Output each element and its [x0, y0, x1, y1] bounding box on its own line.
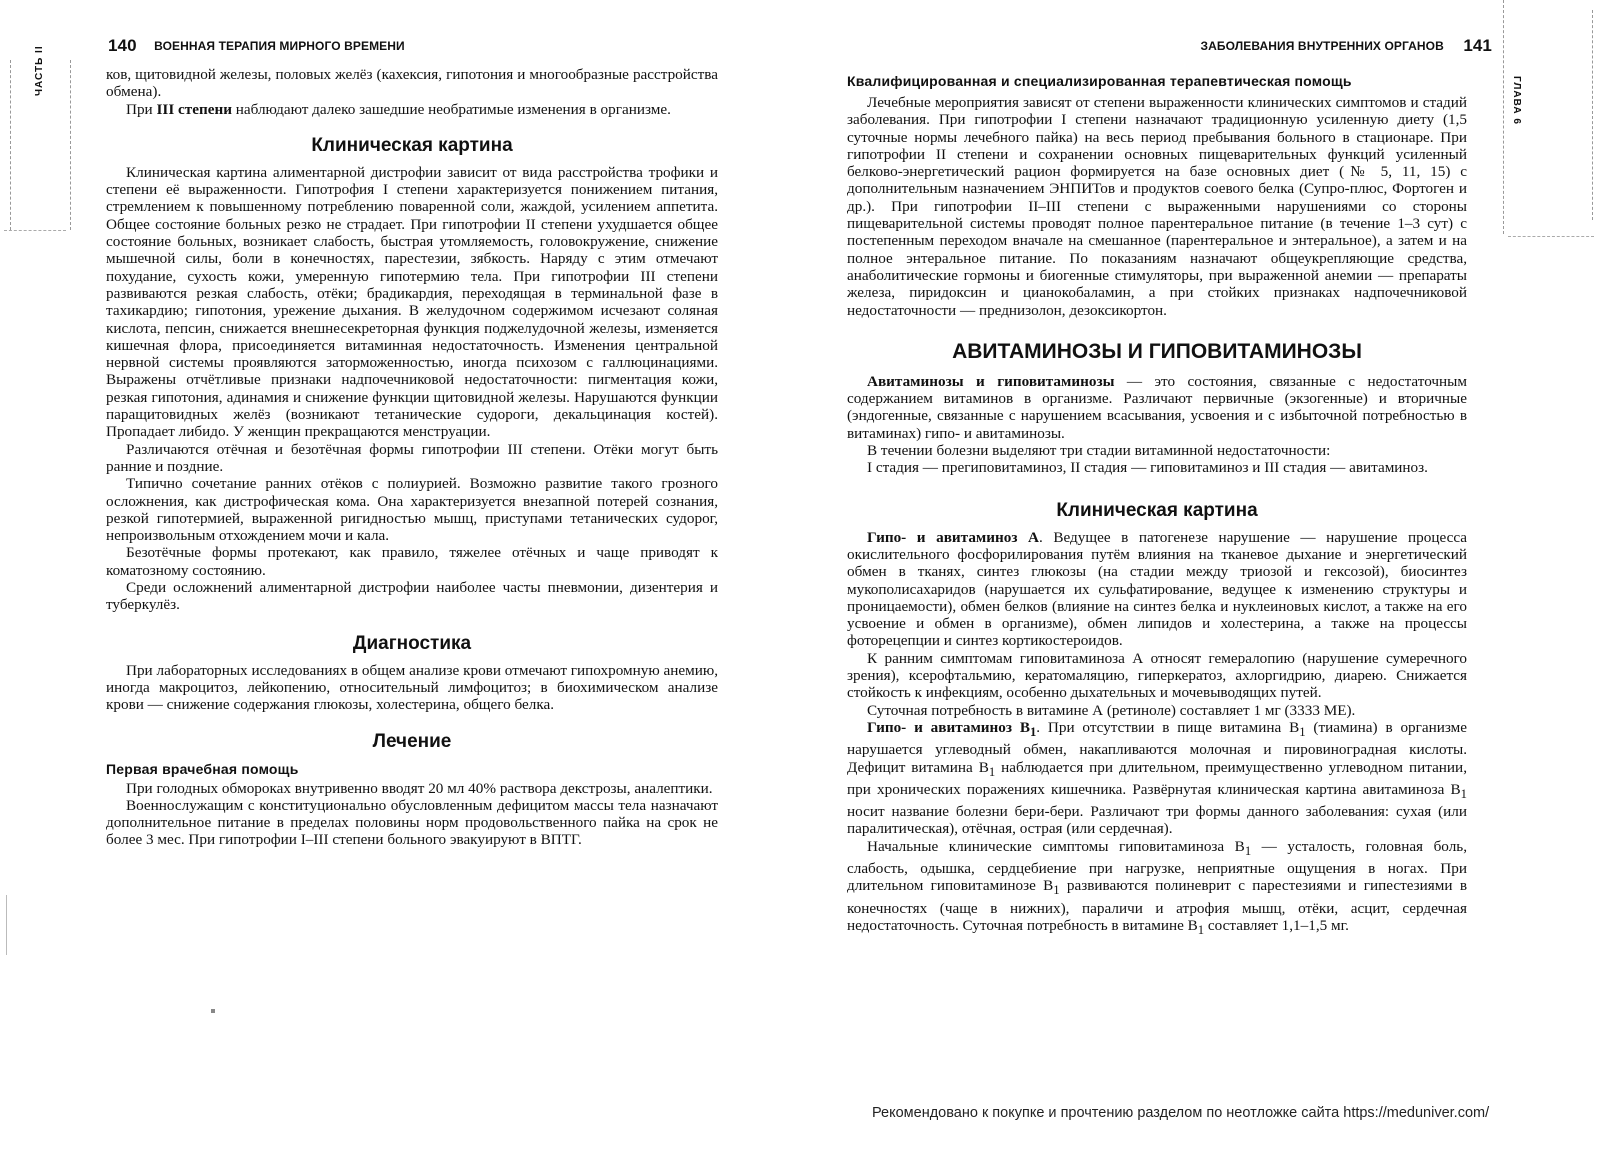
left-side-label: ЧАСТЬ II: [34, 45, 45, 96]
bold-term: Авитаминозы и гиповитаминозы: [867, 372, 1115, 390]
right-running-title: ЗАБОЛЕВАНИЯ ВНУТРЕННИХ ОРГАНОВ: [1200, 39, 1444, 53]
paragraph: Безотёчные формы протекают, как правило, тяжелее отёчных и чаще приводят к коматозному состоянию.: [106, 544, 718, 579]
paragraph: При III степени наблюдают далеко зашедшие необратимые изменения в организме.: [126, 100, 671, 118]
left-margin-tick: [4, 230, 66, 231]
section-heading-diagnostics: Диагностика: [352, 632, 472, 654]
section-heading-avitaminoses: АВИТАМИНОЗЫ И ГИПОВИТАМИНОЗЫ: [952, 339, 1362, 363]
footer-recommendation: Рекомендовано к покупке и прочтению разделом по неотложке сайта https://meduniver.com/: [872, 1105, 1490, 1121]
paragraph: Авитаминозы и гиповитаминозы — это состояния, связанные с недостаточным содержанием витаминов в организме. Различают первичные (экзогенные) и вторичные (эндогенные, связанные с нарушением всасывания, усвоения и с избыточной потребностью в витаминах) гипо- и авитаминозы.: [847, 372, 1467, 442]
subheading-first-aid: Первая врачебная помощь: [106, 760, 299, 777]
right-page-number: 141: [1463, 36, 1492, 55]
left-margin-rule-inner: [70, 60, 71, 230]
paragraph: Типично сочетание ранних отёков с полиурией. Возможно развитие такого грозного осложнения, как дистрофическая кома. Она характеризуется внезапной потерей сознания, резкой гипотермией, выраженной ригидностью мышц, приступами тетанических судорог, непроизвольным отхождением мочи и кала.: [106, 475, 718, 545]
section-heading-clinical: Клиническая картина: [1056, 499, 1258, 521]
left-running-head: [108, 36, 405, 56]
bold-term: Гипо- и авитаминоз $B_1$: [867, 718, 1037, 739]
left-page-number: 140: [108, 36, 137, 55]
paragraph: При лабораторных исследованиях в общем анализе крови отмечают гипохромную анемию, иногда макроцитоз, лейкопению, относительный лимфоцитоз; в биохимическом анализе крови — снижение содержания глюкозы, холестерина, общего белка.: [106, 661, 718, 714]
paragraph: Гипо- и авитаминоз А. Ведущее в патогенезе нарушение — нарушение процесса окислительного фосфорилирования путём влияния на тканевое дыхание и энергетический обмен в тканях, синтез глюкозы (на стадии между триозой и гексозой), биосинтез мукополисахаридов (нарушается их сульфатирование, ведущее к изменению структуры и проницаемости), обмен белков (влияние на синтез белка и нуклеиновых кислот, а также на его усвоение и обмен в организме), обмен липидов и холестерина, а также на процессы фоторецепции и синтез кортикостероидов.: [847, 528, 1467, 650]
paragraph: Начальные клинические симптомы гиповитаминоза $B_1$ — усталость, головная боль, слабость, одышка, сердцебиение при нагрузке, неприятные ощущения в ногах. При длительном гиповитаминозе $B_1$ развиваются полиневрит с парестезиями и гипестезиями в конечностях (чаще в нижних), параличи и атрофия мышц, отёки, асцит, сердечная недостаточность. Суточная потребность в витамине $B_1$ составляет 1,1–1,5 мг.: [847, 837, 1467, 938]
right-margin-rule-outer: [1592, 10, 1593, 220]
paragraph: Гипо- и авитаминоз $B_1$. При отсутствии в пище витамина $B_1$ (тиамина) в организме нарушается углеводный обмен, накапливаются молочная и пировиноградная кислоты. Дефицит витамина $B_1$ наблюдается при длительном, преимущественно углеводном питании, при хронических поражениях кишечника. Развёрнутая клиническая картина авитаминоза $B_1$ носит название болезни бери-бери. Различают три формы данного заболевания: сухая (или паралитическая), отёчная, острая (или сердечная).: [847, 718, 1467, 838]
paragraph: Клиническая картина алиментарной дистрофии зависит от вида расстройства трофики и степени её выраженности. Гипотрофия I степени характеризуется понижением питания, стремлением к повышенному потреблению поваренной соли, жаждой, усилением аппетита. Общее состояние больных резко не страдает. При гипотрофии II степени ухудшается общее состояние больных, возникает слабость, быстрая утомляемость, головокружение, снижение мышечной силы, боли в конечностях, парестезии, зябкость. Наряду с этим отмечают похудание, сухость кожи, умеренную гипотермию тела. При гипотрофии III степени развиваются резкая слабость, отёки; брадикардия, переходящая в терминальной фазе в тахикардию; гипотония, урежение дыхания. В желудочном содержимом исчезают соляная кислота, пепсин, снижается внешнесекреторная функция поджелудочной железы, изменяется кишечная флора, присоединяется витаминная недостаточность. Изменения центральной нервной системы проявляются заторможенностью, иногда психозом с галлюцинациями. Выражены отчётливые признаки надпочечниковой недостаточности: пигментация кожи, резкая гипотония, адинамия и снижение функции щитовидной железы. Нарушаются функции паращитовидных желёз (возникают тетанические судороги, декальцинация костей). Пропадает либидо. У женщин прекращаются менструации.: [106, 163, 718, 441]
paragraph: Различаются отёчная и безотёчная формы гипотрофии III степени. Отёки могут быть ранние и поздние.: [106, 440, 718, 475]
paragraph: ков, щитовидной железы, половых желёз (кахексия, гипотония и многообразные расстройства обмена).: [106, 66, 718, 101]
paragraph: К ранним симптомам гиповитаминоза А относят гемералопию (нарушение сумеречного зрения), ксерофтальмию, кератомаляцию, гиперкератоз, ахлоргидрию, диарею. Снижается стойкость к инфекциям, особенно дыхательных и мочевыводящих путей.: [847, 649, 1467, 702]
bold-term: Гипо- и авитаминоз А: [867, 528, 1040, 546]
subheading-qualified-care: Квалифицированная и специализированная терапевтическая помощь: [847, 73, 1352, 89]
right-text-column: [847, 72, 1467, 939]
paragraph: Военнослужащим с конституционально обусловленным дефицитом массы тела назначают дополнительное питание в пределах половины норм продовольственного пайка на срок не более 3 мес. При гипотрофии I–III степени больного эвакуируют в ВПТГ.: [106, 796, 718, 849]
right-side-label: ГЛАВА 6: [1511, 76, 1522, 125]
section-heading-treatment: Лечение: [372, 730, 452, 752]
left-margin-rule: [10, 60, 11, 230]
bold-term: III степени: [156, 100, 232, 118]
paragraph: Лечебные мероприятия зависят от степени выраженности клинических симптомов и стадий заболевания. При гипотрофии I степени назначают традиционную усиленную диету (1,5 суточные нормы лечебного пайка) на весь период пребывания больного в стационаре. При гипотрофии II степени и сохранении основных пищеварительных функций усиленный белково-энергетический рацион формируется на базе основных диет (№ 5, 11, 15) с дополнительным назначением ЭНПИТов и продуктов соевого белка (Супро-плюс, Фортоген и др.). При гипотрофии II–III степени с выраженными нарушениями со стороны пищеварительной системы проводят полное парентеральное питание (в течение 1–3 сут) с постепенным переходом вначале на смешанное (парентеральное и энтеральное), а затем и на полное энтеральное питание. По показаниям назначают общеукрепляющие средства, анаболитические гормоны и биогенные стимуляторы, при выраженной анемии — препараты железа, пиридоксин и цианокобаламин, а при стойких признаках надпочечниковой недостаточности — преднизолон, дезоксикортон.: [847, 94, 1467, 319]
left-running-title: ВОЕННАЯ ТЕРАПИЯ МИРНОГО ВРЕМЕНИ: [154, 39, 405, 53]
paragraph: Суточная потребность в витамине А (ретиноле) составляет 1 мг (3333 МЕ).: [867, 701, 1356, 719]
paragraph: При голодных обмороках внутривенно вводят 20 мл 40% раствора декстрозы, аналептики.: [126, 779, 713, 797]
paragraph: Среди осложнений алиментарной дистрофии наиболее часты пневмонии, дизентерия и туберкулёз.: [106, 579, 718, 614]
left-margin-rule-low: [6, 895, 7, 955]
right-margin-rule: [1503, 0, 1504, 234]
section-heading-clinical: Клиническая картина: [311, 134, 513, 156]
stray-dot: [211, 1009, 215, 1013]
right-running-head: [1200, 36, 1492, 56]
right-margin-tick: [1508, 236, 1594, 237]
right-page: [800, 0, 1600, 1151]
paragraph: I стадия — прегиповитаминоз, II стадия — гиповитаминоз и III стадия — авитаминоз.: [867, 459, 1428, 477]
paragraph: В течении болезни выделяют три стадии витаминной недостаточности:: [867, 442, 1331, 460]
left-text-column: [106, 66, 718, 849]
